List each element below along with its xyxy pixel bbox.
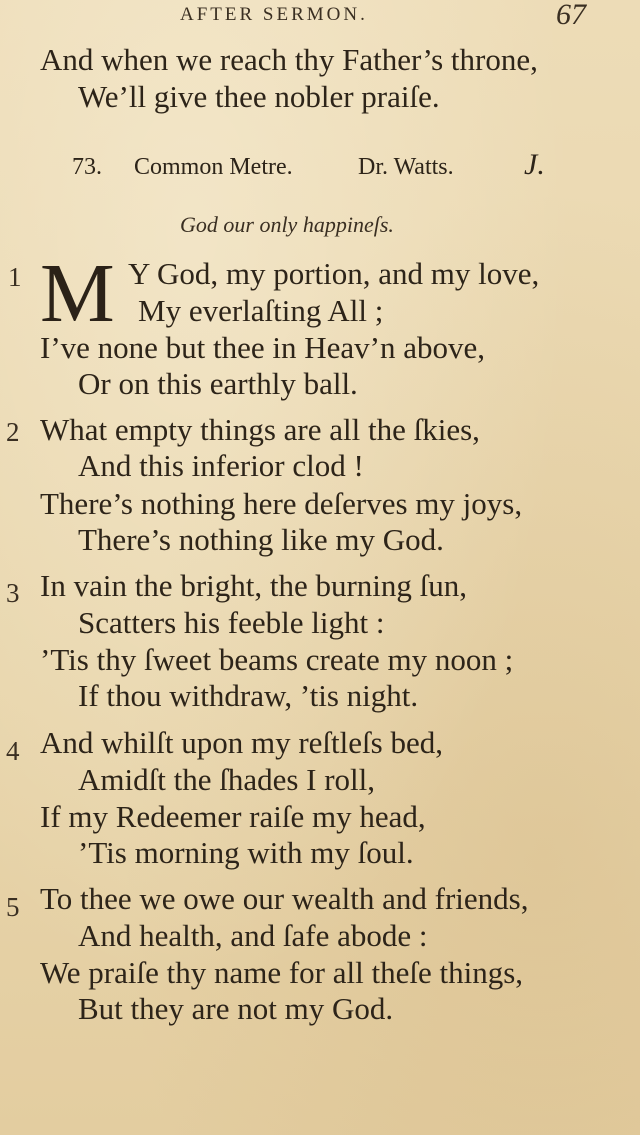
- verse-line: I’ve none but thee in Heav’n above,: [40, 330, 486, 365]
- hymn-metre: Common Metre.: [134, 154, 293, 180]
- verse-line: To thee we owe our wealth and friends,: [40, 881, 529, 916]
- verse-line: Or on this earthly ball.: [78, 366, 358, 401]
- verse-line: What empty things are all the ſkies,: [40, 412, 480, 447]
- stanza-number: 1: [8, 262, 22, 292]
- hymn-author: Dr. Watts.: [358, 154, 454, 180]
- stanza-number: 2: [6, 417, 20, 447]
- verse-line: If thou withdraw, ’tis night.: [78, 678, 419, 713]
- verse-line: ’Tis thy ſweet beams create my noon ;: [40, 642, 514, 677]
- hymn-heading: [72, 148, 545, 182]
- tune-mark: J.: [524, 148, 545, 181]
- verse-line: And health, and ſafe abode :: [78, 918, 428, 953]
- hymn-subtitle: God our only happineſs.: [180, 212, 394, 237]
- verse-line: There’s nothing like my God.: [78, 522, 444, 557]
- verse-line: Amidſt the ſhades I roll,: [78, 762, 376, 797]
- verse-line: There’s nothing here deſerves my joys,: [40, 486, 523, 521]
- verse-line: If my Redeemer raiſe my head,: [40, 799, 426, 834]
- hymn-number: 73.: [72, 154, 102, 180]
- verse-line: In vain the bright, the burning ſun,: [40, 568, 468, 603]
- dropcap-letter: M: [40, 247, 115, 340]
- verse-line: And this inferior clod !: [78, 448, 364, 483]
- verse-line: My everlaſting All ;: [138, 293, 384, 328]
- verse-line: But they are not my God.: [78, 991, 394, 1026]
- stanza-number: 5: [6, 892, 20, 922]
- verse-line: And whilſt upon my reſtleſs bed,: [40, 725, 443, 760]
- verse-line: Y God, my portion, and my love,: [128, 256, 540, 291]
- verse-line: We praiſe thy name for all theſe things,: [40, 955, 524, 990]
- stanza-number: 3: [6, 578, 20, 608]
- stanza-number: 4: [6, 736, 20, 766]
- running-head: AFTER SERMON.: [180, 4, 368, 25]
- previous-hymn-line: And when we reach thy Father’s throne,: [40, 42, 538, 77]
- page-number: 67: [556, 0, 586, 31]
- verse-line: Scatters his feeble light :: [78, 605, 385, 640]
- verse-line: ’Tis morning with my ſoul.: [78, 835, 414, 870]
- previous-hymn-line: We’ll give thee nobler praiſe.: [78, 79, 440, 114]
